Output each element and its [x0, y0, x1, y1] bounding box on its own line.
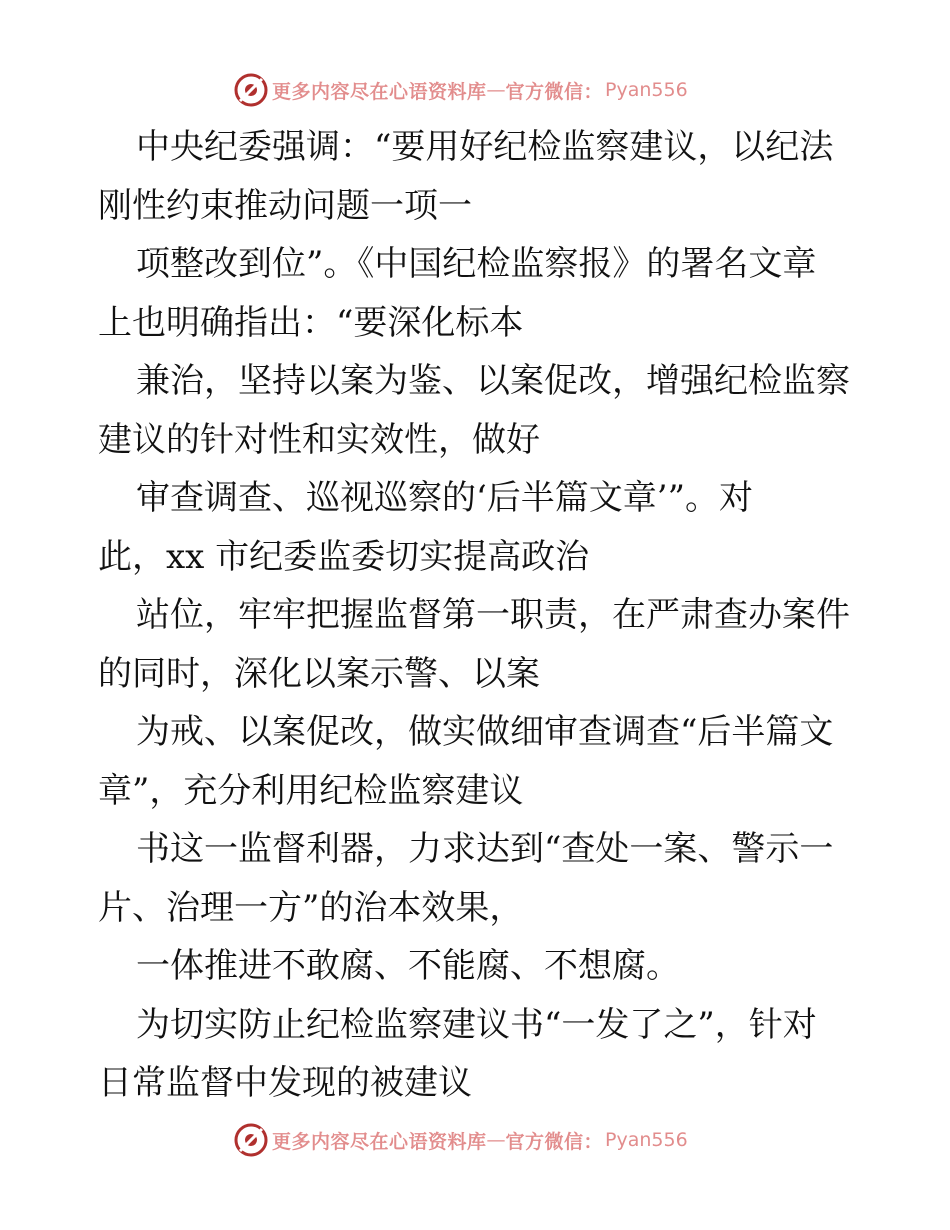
- body-line: 审查调查、巡视巡察的‘后半篇文章’”。对: [136, 478, 753, 518]
- body-line: 书这一监督利器，力求达到“查处一案、警示一: [136, 829, 834, 869]
- body-line: 章”，充分利用纪检监察建议: [98, 770, 524, 811]
- header-wechat-id: Pyan556: [605, 79, 688, 101]
- footer-wechat-label: 官方微信：: [505, 1130, 604, 1153]
- footer-wechat-id: Pyan556: [605, 1129, 688, 1151]
- body-line: 为戒、以案促改，做实做细审查调查“后半篇文: [136, 712, 834, 752]
- body-line: 刚性约束推动问题一项一: [98, 185, 472, 226]
- body-line: 此，xx 市纪委监委切实提高政治: [98, 536, 590, 577]
- body-line: 的同时，深化以案示警、以案: [98, 653, 540, 694]
- logo-icon: [234, 73, 268, 107]
- header-brand-text: 更多内容尽在心语资料库: [272, 80, 487, 103]
- footer-brand-text: 更多内容尽在心语资料库: [272, 1130, 487, 1153]
- body-line: 站位，牢牢把握监督第一职责，在严肃查办案件: [136, 595, 850, 635]
- footer-banner: [234, 1120, 688, 1160]
- logo-icon: [234, 1123, 268, 1157]
- body-line: 中央纪委强调：“要用好纪检监察建议，以纪法: [136, 127, 834, 167]
- body-line: 建议的针对性和实效性，做好: [98, 419, 540, 460]
- body-line: 片、治理一方”的治本效果，: [98, 887, 524, 928]
- body-line: 项整改到位”。《中国纪检监察报》的署名文章: [136, 244, 817, 284]
- header-wechat-label: 官方微信：: [505, 80, 604, 103]
- body-line: 日常监督中发现的被建议: [98, 1063, 472, 1103]
- body-line: 上也明确指出：“要深化标本: [98, 302, 524, 343]
- body-line: 为切实防止纪检监察建议书“一发了之”，针对: [136, 1004, 817, 1045]
- body-line: 兼治，坚持以案为鉴、以案促改，增强纪检监察: [136, 361, 850, 401]
- header-separator: —: [486, 79, 506, 101]
- header-banner: [234, 70, 688, 110]
- body-line: 一体推进不敢腐、不能腐、不想腐。: [136, 946, 680, 986]
- document-body: [98, 118, 858, 1113]
- footer-separator: —: [486, 1129, 506, 1151]
